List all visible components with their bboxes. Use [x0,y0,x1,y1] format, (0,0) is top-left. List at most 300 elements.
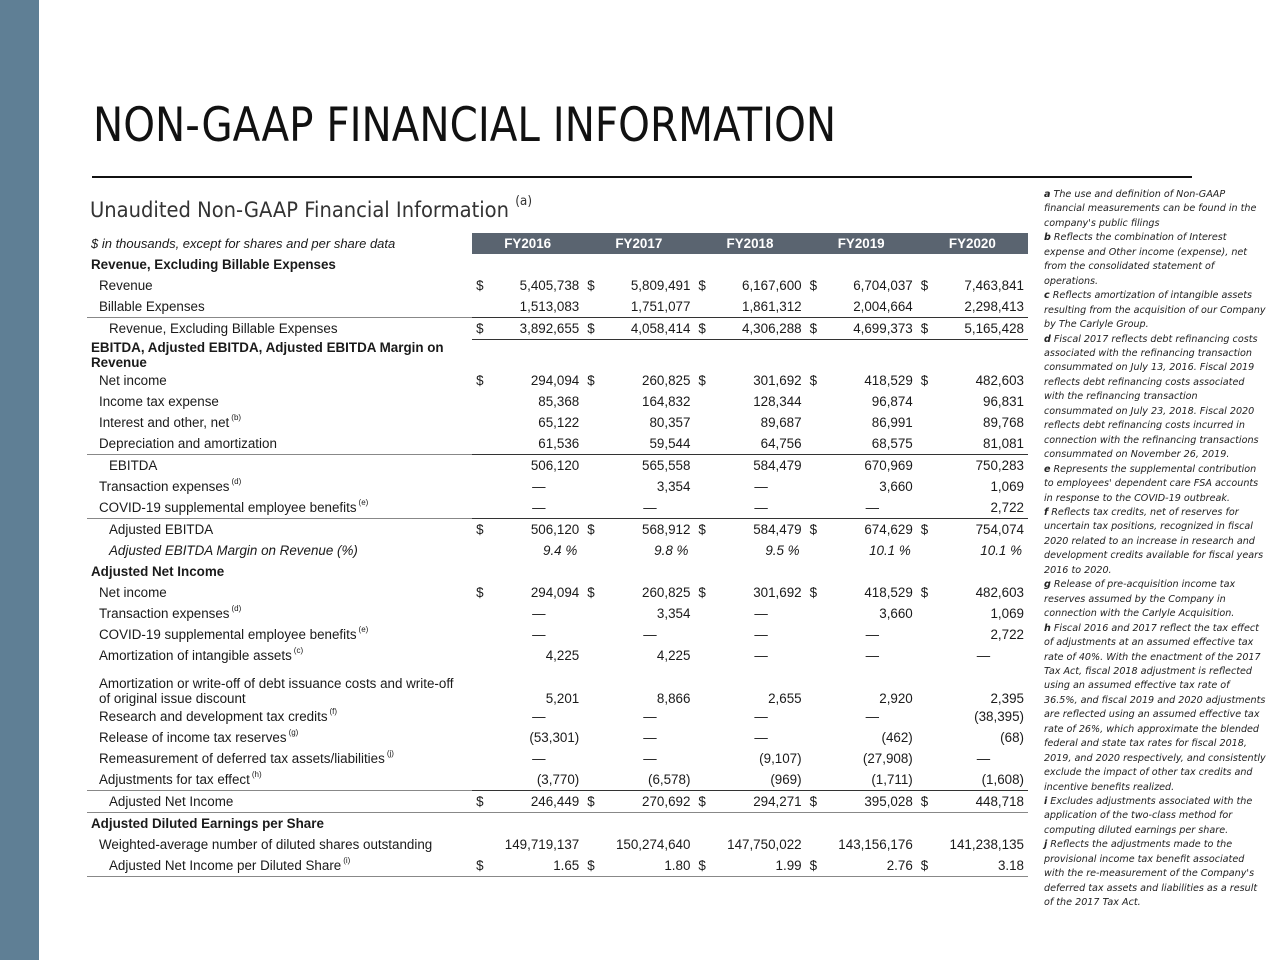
value-cell: 750,283 [939,454,1028,476]
dollar-sign: $ [476,372,484,388]
row-label-text: Amortization of intangible assets [99,647,292,663]
dollar-sign [694,706,716,727]
dollar-sign: $ [587,278,595,293]
dollar-sign: $ [806,855,828,877]
footnote-text: Fiscal 2017 reflects debt refinancing costs associated with the refinancing transaction consummated on July 13, 2016. Fiscal 2019 reflects debt refinancing costs associated with the refinancing transaction consummated on July 23, 2018. Fiscal 2020 reflects debt refinancing costs incurred in connection with the refinancing transactions consummated on November 26, 2019. [1044,333,1259,461]
value-cell: 9.8 % [654,542,689,558]
section-header-row [87,340,1028,370]
dollar-sign: $ [583,790,605,812]
row-label-text: Net income [99,372,167,388]
dollar-sign [694,748,716,769]
dollar-sign [583,727,605,748]
table-row [87,433,1028,455]
value-cell: 584,479 [717,518,806,540]
dollar-sign: $ [917,318,939,340]
table-row [87,275,1028,296]
table-row [87,624,1028,645]
value-cell: 294,094 [530,584,580,600]
value-cell: — [532,708,546,724]
value-cell: 482,603 [975,584,1024,600]
footnote-letter: b [1044,232,1051,244]
dollar-sign [472,666,494,706]
dollar-sign: $ [472,855,494,877]
value-cell: 5,165,428 [939,318,1028,340]
dollar-sign [806,603,828,624]
value-cell: 86,991 [871,414,913,430]
footnote-ref: (e) [358,624,369,634]
dollar-sign [472,540,494,561]
value-cell: 6,704,037 [853,278,913,293]
value-cell: (969) [770,771,802,787]
value-cell: 5,809,491 [630,278,691,293]
dollar-sign: $ [698,584,706,600]
table-row [87,518,1028,540]
value-cell: 1,069 [990,478,1024,494]
dollar-sign [472,748,494,769]
side-accent-bar [0,0,39,960]
dollar-sign [583,391,605,412]
dollar-sign: $ [583,855,605,877]
footnote-ref: (i) [343,855,351,865]
dollar-sign [694,645,716,666]
dollar-sign [694,603,716,624]
footnote-text: Reflects amortization of intangible assets resulting from the acquisition of our Company by The Carlyle Group. [1044,290,1266,331]
dollar-sign [917,454,939,476]
row-label-text: Income tax expense [99,393,219,409]
subtitle-footnote-ref: (a) [515,194,533,209]
footnote-text: Release of pre-acquisition income tax reserves assumed by the Company in connection with the Carlyle Acquisition. [1044,579,1236,620]
dollar-sign [472,391,494,412]
value-cell: 85,368 [538,393,580,409]
value-cell: — [976,647,991,663]
column-header: FY2019 [806,233,917,254]
table-row [87,540,1028,561]
dollar-sign [694,433,716,455]
value-cell: 294,271 [717,790,806,812]
value-cell: — [865,499,879,515]
footnote-letter: a [1044,189,1051,200]
financial-table [87,233,1028,877]
value-cell: — [865,626,879,642]
footnote-text: Reflects the combination of Interest expense and Other income (expense), net from the consolidated statement of operations. [1044,232,1248,287]
footnote-text: Excludes adjustments associated with the application of the two-class method for computing diluted earnings per share. [1044,796,1253,836]
table-header-row [87,233,1028,254]
footnote-item [1044,838,1266,910]
dollar-sign [917,834,939,855]
footnote-ref: (h) [251,769,262,779]
value-cell: 9.5 % [765,542,800,558]
value-cell: 64,756 [760,435,802,451]
row-label-text: Billable Expenses [99,299,205,314]
dollar-sign: $ [694,855,716,877]
value-cell: 1.80 [605,855,694,877]
dollar-sign [583,769,605,791]
row-label [87,275,472,296]
column-header: FY2017 [583,233,694,254]
column-header: FY2020 [917,233,1028,254]
value-cell: — [754,478,768,494]
unit-label: $ in thousands, except for shares and per share data [91,236,396,251]
table-row [87,454,1028,476]
dollar-sign [806,748,828,769]
dollar-sign [694,454,716,476]
dollar-sign [694,666,716,706]
footnote-letter: e [1044,463,1051,475]
footnote-letter: i [1044,796,1048,808]
dollar-sign [583,476,605,497]
dollar-sign [917,433,939,455]
value-cell: 418,529 [864,584,913,600]
row-label-text-line2: of original issue discount [99,690,246,706]
dollar-sign [583,645,605,666]
dollar-sign: $ [587,372,595,388]
table-row [87,603,1028,624]
dollar-sign: $ [698,372,706,388]
value-cell: — [976,750,991,766]
row-label-text: Research and development tax credits [99,708,328,724]
dollar-sign [694,727,716,748]
table-row [87,706,1028,727]
dollar-sign [583,433,605,455]
value-cell: 418,529 [864,372,913,388]
footnote-ref: (d) [231,476,242,486]
dollar-sign [694,497,716,519]
dollar-sign [472,706,494,727]
value-cell: — [865,708,879,724]
value-cell: 670,969 [828,454,917,476]
dollar-sign [806,666,828,706]
footnote-ref: (e) [358,497,369,507]
footnote-ref: (f) [329,706,338,716]
table-row [87,582,1028,603]
dollar-sign [583,666,605,706]
value-cell: 2,298,413 [964,299,1024,314]
subtitle-text: Unaudited Non-GAAP Financial Information [90,198,509,222]
dollar-sign [472,497,494,519]
row-label [87,540,472,561]
footnote-ref: (j) [386,748,394,758]
dollar-sign [917,412,939,433]
row-label-text: Revenue [99,278,153,293]
row-label-text: Net income [99,584,167,600]
footnote-letter: h [1044,622,1051,634]
dollar-sign [694,834,716,855]
row-label [87,370,472,391]
section-title: Adjusted Net Income [91,563,225,579]
dollar-sign: $ [698,278,706,293]
value-cell: 448,718 [939,790,1028,812]
value-cell: 141,238,135 [949,836,1024,852]
row-label [87,769,472,791]
dollar-sign [472,476,494,497]
dollar-sign [583,296,605,318]
dollar-sign [694,476,716,497]
footnote-letter: d [1044,333,1051,345]
value-cell: 584,479 [717,454,806,476]
value-cell: 2,722 [990,626,1024,642]
value-cell: — [643,626,657,642]
value-cell: 568,912 [605,518,694,540]
dollar-sign: $ [472,790,494,812]
value-cell: (38,395) [974,708,1024,724]
row-label [87,727,472,748]
dollar-sign [583,748,605,769]
footnote-item [1044,289,1266,332]
table-row [87,497,1028,519]
row-label [87,582,472,603]
row-label [87,666,472,706]
row-label-text: Amortization or write-off of debt issuance costs and write-off [99,675,454,691]
footnote-ref: (d) [231,603,242,613]
value-cell: 149,719,137 [504,836,580,852]
dollar-sign [472,412,494,433]
value-cell: 1,751,077 [630,299,691,314]
value-cell: 147,750,022 [727,836,802,852]
dollar-sign [917,296,939,318]
dollar-sign: $ [809,278,818,293]
dollar-sign [472,624,494,645]
dollar-sign [472,433,494,455]
value-cell: 2.76 [828,855,917,877]
value-cell: 6,167,600 [742,278,802,293]
dollar-sign [694,540,716,561]
row-label-text: COVID-19 supplemental employee benefits [99,626,357,642]
value-cell: — [754,708,768,724]
dollar-sign [694,391,716,412]
row-label-text: Remeasurement of deferred tax assets/liabilities [99,750,385,766]
value-cell: 395,028 [828,790,917,812]
dollar-sign: $ [694,790,716,812]
row-label [87,790,472,812]
table-row [87,727,1028,748]
dollar-sign [806,727,828,748]
footnote-ref: (b) [231,412,242,422]
table-row [87,391,1028,412]
row-label [87,603,472,624]
row-label-text: COVID-19 supplemental employee benefits [99,499,357,515]
table-body [87,254,1028,876]
value-cell: 61,536 [538,435,580,451]
row-label-text: Depreciation and amortization [99,435,277,451]
footnote-item [1044,578,1266,621]
dollar-sign [917,645,939,666]
dollar-sign [694,412,716,433]
dollar-sign [806,624,828,645]
dollar-sign [806,296,828,318]
dollar-sign: $ [583,518,605,540]
value-cell: 68,575 [871,435,913,451]
dollar-sign: $ [476,278,484,293]
value-cell: 4,699,373 [828,318,917,340]
page-title: NON-GAAP FINANCIAL INFORMATION [93,98,837,153]
title-divider [92,176,1192,178]
value-cell: (6,578) [647,771,691,787]
dollar-sign [583,454,605,476]
value-cell: 5,201 [545,690,580,706]
dollar-sign [583,624,605,645]
row-label [87,748,472,769]
footnote-item [1044,795,1266,838]
footnote-item [1044,231,1266,289]
row-label [87,497,472,519]
dollar-sign [472,727,494,748]
table-row [87,645,1028,666]
section-header-row [87,254,1028,275]
dollar-sign [583,540,605,561]
footnote-item [1044,463,1266,506]
value-cell: 1,861,312 [742,299,802,314]
value-cell: 81,081 [983,435,1024,451]
value-cell: 8,866 [656,690,691,706]
dollar-sign: $ [920,372,929,388]
footnote-ref: (c) [293,645,304,655]
value-cell: — [532,750,546,766]
footnote-item [1044,188,1266,231]
dollar-sign [917,666,939,706]
row-label [87,433,472,455]
row-label-text: Transaction expenses [99,605,230,621]
dollar-sign [917,748,939,769]
value-cell: 506,120 [494,454,583,476]
dollar-sign: $ [472,318,494,340]
row-label-text: EBITDA [109,457,158,473]
value-cell: 96,874 [871,393,913,409]
value-cell: (27,908) [862,750,913,766]
dollar-sign [472,645,494,666]
row-label [87,624,472,645]
value-cell: 143,156,176 [838,836,913,852]
footnote-text: The use and definition of Non-GAAP financial measurements can be found in the company's public filings [1044,189,1257,229]
dollar-sign [806,540,828,561]
footnote-item [1044,333,1266,463]
value-cell: 4,058,414 [605,318,694,340]
dollar-sign [917,476,939,497]
value-cell: (9,107) [759,750,802,766]
value-cell: — [643,729,657,745]
dollar-sign [917,540,939,561]
table-row [87,296,1028,318]
value-cell: 1.65 [494,855,583,877]
value-cell: 482,603 [975,372,1024,388]
value-cell: 4,225 [656,647,691,663]
value-cell: 2,004,664 [853,299,913,314]
value-cell: — [754,605,768,621]
value-cell: 59,544 [649,435,691,451]
value-cell: (462) [881,729,913,745]
footnote-text: Reflects the adjustments made to the provisional income tax benefit associated with the re-measurement of the Company's deferred tax assets and liabilities as a result of the 2017 Tax Act. [1044,839,1258,909]
dollar-sign: $ [809,584,818,600]
footnote-text: Represents the supplemental contribution to employees' dependent care FSA accounts in response to the COVID-19 outbreak. [1044,463,1259,504]
row-label-text: Adjusted EBITDA Margin on Revenue (%) [109,542,358,558]
dollar-sign [583,497,605,519]
dollar-sign: $ [472,518,494,540]
value-cell: 89,687 [760,414,802,430]
row-label-text: Adjusted EBITDA [109,521,214,537]
column-header: FY2018 [694,233,805,254]
value-cell: 89,768 [983,414,1024,430]
value-cell: 96,831 [983,393,1024,409]
table-row [87,790,1028,812]
value-cell: 301,692 [753,584,802,600]
value-cell: — [754,499,768,515]
dollar-sign [806,834,828,855]
dollar-sign: $ [920,278,929,293]
dollar-sign: $ [694,318,716,340]
footnote-ref: (g) [288,727,299,737]
value-cell: 246,449 [494,790,583,812]
row-label [87,645,472,666]
value-cell: 3.18 [939,855,1028,877]
value-cell: 3,892,655 [494,318,583,340]
dollar-sign [472,769,494,791]
dollar-sign: $ [809,372,818,388]
value-cell: 5,405,738 [519,278,580,293]
dollar-sign: $ [917,518,939,540]
table-subtitle [90,194,533,222]
dollar-sign: $ [583,318,605,340]
value-cell: 80,357 [649,414,691,430]
row-label [87,706,472,727]
dollar-sign: $ [917,855,939,877]
row-label [87,454,472,476]
dollar-sign [583,412,605,433]
footnotes-panel [1044,188,1266,911]
row-label-text: Weighted-average number of diluted shares outstanding [99,836,433,852]
row-label [87,296,472,318]
value-cell: 2,920 [879,690,913,706]
footnote-item [1044,506,1266,578]
dollar-sign [472,296,494,318]
section-header-row [87,561,1028,582]
footnote-text: Reflects tax credits, net of reserves for uncertain tax positions, recognized in fiscal 2020 related to an increase in research and development credits available for fiscal years 2016 to 2020. [1044,506,1264,576]
dollar-sign: $ [587,584,595,600]
value-cell: — [643,750,657,766]
footnote-letter: c [1044,290,1050,302]
value-cell: 565,558 [605,454,694,476]
value-cell: 1,513,083 [519,299,580,314]
dollar-sign [806,454,828,476]
value-cell: 65,122 [538,414,580,430]
dollar-sign [917,769,939,791]
dollar-sign [583,706,605,727]
row-label-text: Adjusted Net Income per Diluted Share [109,857,342,873]
column-header: FY2016 [472,233,583,254]
dollar-sign [806,433,828,455]
dollar-sign [583,603,605,624]
value-cell: 301,692 [753,372,802,388]
value-cell: — [754,729,768,745]
row-label-text: Transaction expenses [99,478,230,494]
row-label [87,855,472,877]
value-cell: 7,463,841 [964,278,1024,293]
value-cell: — [532,499,546,515]
table-row [87,855,1028,877]
dollar-sign [917,624,939,645]
table-row [87,412,1028,433]
footnote-item [1044,622,1266,795]
dollar-sign [806,769,828,791]
dollar-sign [917,497,939,519]
value-cell: 674,629 [828,518,917,540]
value-cell: 4,306,288 [717,318,806,340]
row-label [87,476,472,497]
value-cell: — [865,647,879,663]
row-label-text: Interest and other, net [99,414,230,430]
footnote-letter: f [1044,506,1049,518]
value-cell: 294,094 [530,372,580,388]
dollar-sign [806,497,828,519]
value-cell: — [754,626,768,642]
